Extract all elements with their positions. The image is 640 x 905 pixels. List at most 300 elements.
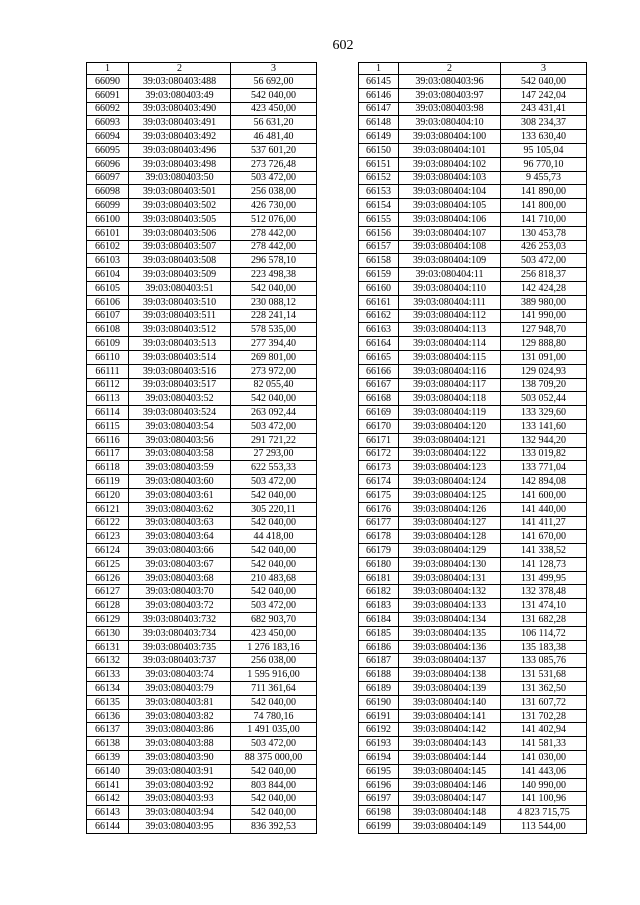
row-number-cell: 66189 bbox=[359, 682, 399, 696]
row-number-cell: 66148 bbox=[359, 116, 399, 130]
table-header-row bbox=[87, 63, 317, 75]
value-cell: 131 607,72 bbox=[501, 695, 587, 709]
cadastral-number-cell: 39:03:080404:138 bbox=[399, 668, 501, 682]
value-cell: 138 709,20 bbox=[501, 378, 587, 392]
table-row bbox=[359, 778, 587, 792]
value-cell: 133 085,76 bbox=[501, 654, 587, 668]
table-row bbox=[87, 530, 317, 544]
table-row bbox=[87, 792, 317, 806]
cadastral-number-cell: 39:03:080404:131 bbox=[399, 571, 501, 585]
row-number-cell: 66170 bbox=[359, 419, 399, 433]
cadastral-number-cell: 39:03:080403:734 bbox=[129, 626, 231, 640]
row-number-cell: 66111 bbox=[87, 364, 129, 378]
value-cell: 230 088,12 bbox=[231, 295, 317, 309]
value-cell: 95 105,04 bbox=[501, 143, 587, 157]
cadastral-number-cell: 39:03:080404:118 bbox=[399, 392, 501, 406]
table-row bbox=[87, 212, 317, 226]
value-cell: 141 800,00 bbox=[501, 199, 587, 213]
cadastral-number-cell: 39:03:080403:496 bbox=[129, 143, 231, 157]
row-number-cell: 66146 bbox=[359, 88, 399, 102]
cadastral-number-cell: 39:03:080403:507 bbox=[129, 240, 231, 254]
row-number-cell: 66106 bbox=[87, 295, 129, 309]
value-cell: 836 392,53 bbox=[231, 820, 317, 834]
cadastral-number-cell: 39:03:080404:149 bbox=[399, 820, 501, 834]
table-row bbox=[359, 571, 587, 585]
row-number-cell: 66183 bbox=[359, 599, 399, 613]
row-number-cell: 66175 bbox=[359, 488, 399, 502]
table-row bbox=[359, 461, 587, 475]
cadastral-number-cell: 39:03:080403:513 bbox=[129, 337, 231, 351]
table-row bbox=[359, 433, 587, 447]
cadastral-number-cell: 39:03:080403:732 bbox=[129, 613, 231, 627]
cadastral-number-cell: 39:03:080403:59 bbox=[129, 461, 231, 475]
row-number-cell: 66197 bbox=[359, 792, 399, 806]
cadastral-number-cell: 39:03:080403:509 bbox=[129, 268, 231, 282]
cadastral-number-cell: 39:03:080403:70 bbox=[129, 585, 231, 599]
row-number-cell: 66109 bbox=[87, 337, 129, 351]
row-number-cell: 66144 bbox=[87, 820, 129, 834]
cadastral-number-cell: 39:03:080404:104 bbox=[399, 185, 501, 199]
table-row bbox=[359, 185, 587, 199]
row-number-cell: 66103 bbox=[87, 254, 129, 268]
cadastral-number-cell: 39:03:080403:524 bbox=[129, 406, 231, 420]
cadastral-number-cell: 39:03:080403:81 bbox=[129, 695, 231, 709]
table-row bbox=[87, 571, 317, 585]
row-number-cell: 66113 bbox=[87, 392, 129, 406]
cadastral-number-cell: 39:03:080403:97 bbox=[399, 88, 501, 102]
row-number-cell: 66192 bbox=[359, 723, 399, 737]
cadastral-number-cell: 39:03:080404:146 bbox=[399, 778, 501, 792]
table-row bbox=[359, 475, 587, 489]
row-number-cell: 66199 bbox=[359, 820, 399, 834]
value-cell: 542 040,00 bbox=[231, 792, 317, 806]
table-row bbox=[359, 820, 587, 834]
table-row bbox=[87, 475, 317, 489]
cadastral-number-cell: 39:03:080404:121 bbox=[399, 433, 501, 447]
row-number-cell: 66184 bbox=[359, 613, 399, 627]
table-row bbox=[87, 433, 317, 447]
table-row bbox=[87, 585, 317, 599]
table-row bbox=[87, 268, 317, 282]
table-row bbox=[87, 695, 317, 709]
value-cell: 426 730,00 bbox=[231, 199, 317, 213]
table-row bbox=[359, 406, 587, 420]
value-cell: 133 630,40 bbox=[501, 130, 587, 144]
row-number-cell: 66143 bbox=[87, 806, 129, 820]
value-cell: 74 780,16 bbox=[231, 709, 317, 723]
cadastral-number-cell: 39:03:080403:79 bbox=[129, 682, 231, 696]
cadastral-number-cell: 39:03:080404:109 bbox=[399, 254, 501, 268]
row-number-cell: 66150 bbox=[359, 143, 399, 157]
value-cell: 133 141,60 bbox=[501, 419, 587, 433]
value-cell: 133 019,82 bbox=[501, 447, 587, 461]
table-row bbox=[359, 281, 587, 295]
value-cell: 133 329,60 bbox=[501, 406, 587, 420]
row-number-cell: 66121 bbox=[87, 502, 129, 516]
cadastral-number-cell: 39:03:080403:68 bbox=[129, 571, 231, 585]
row-number-cell: 66112 bbox=[87, 378, 129, 392]
table-row bbox=[359, 668, 587, 682]
value-cell: 278 442,00 bbox=[231, 226, 317, 240]
value-cell: 131 682,28 bbox=[501, 613, 587, 627]
cadastral-number-cell: 39:03:080404:100 bbox=[399, 130, 501, 144]
table-row bbox=[359, 171, 587, 185]
cadastral-number-cell: 39:03:080404:143 bbox=[399, 737, 501, 751]
cadastral-number-cell: 39:03:080403:72 bbox=[129, 599, 231, 613]
value-cell: 106 114,72 bbox=[501, 626, 587, 640]
cadastral-number-cell: 39:03:080404:113 bbox=[399, 323, 501, 337]
value-cell: 542 040,00 bbox=[231, 585, 317, 599]
table-row bbox=[359, 309, 587, 323]
value-cell: 503 472,00 bbox=[231, 419, 317, 433]
cadastral-number-cell: 39:03:080403:98 bbox=[399, 102, 501, 116]
value-cell: 131 362,50 bbox=[501, 682, 587, 696]
value-cell: 269 801,00 bbox=[231, 350, 317, 364]
value-cell: 141 710,00 bbox=[501, 212, 587, 226]
cadastral-number-cell: 39:03:080404:141 bbox=[399, 709, 501, 723]
table-row bbox=[87, 88, 317, 102]
cadastral-number-cell: 39:03:080403:56 bbox=[129, 433, 231, 447]
value-cell: 278 442,00 bbox=[231, 240, 317, 254]
row-number-cell: 66166 bbox=[359, 364, 399, 378]
table-row bbox=[359, 240, 587, 254]
table-row bbox=[87, 419, 317, 433]
table-row bbox=[359, 226, 587, 240]
value-cell: 711 361,64 bbox=[231, 682, 317, 696]
table-row bbox=[359, 392, 587, 406]
row-number-cell: 66196 bbox=[359, 778, 399, 792]
row-number-cell: 66167 bbox=[359, 378, 399, 392]
table-row bbox=[359, 130, 587, 144]
table-row bbox=[359, 419, 587, 433]
value-cell: 542 040,00 bbox=[231, 557, 317, 571]
value-cell: 141 338,52 bbox=[501, 544, 587, 558]
right-table-body bbox=[359, 75, 587, 834]
table-row bbox=[87, 240, 317, 254]
row-number-cell: 66193 bbox=[359, 737, 399, 751]
row-number-cell: 66168 bbox=[359, 392, 399, 406]
cadastral-number-cell: 39:03:080403:737 bbox=[129, 654, 231, 668]
table-row bbox=[87, 171, 317, 185]
value-cell: 243 431,41 bbox=[501, 102, 587, 116]
table-row bbox=[87, 406, 317, 420]
table-row bbox=[87, 626, 317, 640]
table-row bbox=[359, 295, 587, 309]
value-cell: 135 183,38 bbox=[501, 640, 587, 654]
value-cell: 147 242,04 bbox=[501, 88, 587, 102]
value-cell: 9 455,73 bbox=[501, 171, 587, 185]
table-row bbox=[359, 585, 587, 599]
cadastral-number-cell: 39:03:080404:103 bbox=[399, 171, 501, 185]
table-row bbox=[87, 295, 317, 309]
row-number-cell: 66190 bbox=[359, 695, 399, 709]
value-cell: 140 990,00 bbox=[501, 778, 587, 792]
table-row bbox=[87, 130, 317, 144]
cadastral-number-cell: 39:03:080404:137 bbox=[399, 654, 501, 668]
row-number-cell: 66142 bbox=[87, 792, 129, 806]
value-cell: 503 052,44 bbox=[501, 392, 587, 406]
value-cell: 27 293,00 bbox=[231, 447, 317, 461]
table-row bbox=[359, 323, 587, 337]
table-row bbox=[359, 599, 587, 613]
row-number-cell: 66160 bbox=[359, 281, 399, 295]
table-row bbox=[87, 392, 317, 406]
table-row bbox=[87, 364, 317, 378]
row-number-cell: 66194 bbox=[359, 751, 399, 765]
cadastral-number-cell: 39:03:080403:64 bbox=[129, 530, 231, 544]
row-number-cell: 66176 bbox=[359, 502, 399, 516]
value-cell: 82 055,40 bbox=[231, 378, 317, 392]
table-row bbox=[87, 461, 317, 475]
row-number-cell: 66178 bbox=[359, 530, 399, 544]
row-number-cell: 66122 bbox=[87, 516, 129, 530]
table-row bbox=[359, 530, 587, 544]
value-cell: 305 220,11 bbox=[231, 502, 317, 516]
table-row bbox=[359, 378, 587, 392]
value-cell: 132 378,48 bbox=[501, 585, 587, 599]
row-number-cell: 66123 bbox=[87, 530, 129, 544]
table-row bbox=[87, 682, 317, 696]
value-cell: 4 823 715,75 bbox=[501, 806, 587, 820]
cadastral-number-cell: 39:03:080403:92 bbox=[129, 778, 231, 792]
table-row bbox=[87, 199, 317, 213]
value-cell: 426 253,03 bbox=[501, 240, 587, 254]
table-row bbox=[359, 350, 587, 364]
cadastral-number-cell: 39:03:080403:66 bbox=[129, 544, 231, 558]
row-number-cell: 66151 bbox=[359, 157, 399, 171]
cadastral-number-cell: 39:03:080404:114 bbox=[399, 337, 501, 351]
cadastral-number-cell: 39:03:080404:140 bbox=[399, 695, 501, 709]
row-number-cell: 66186 bbox=[359, 640, 399, 654]
cadastral-number-cell: 39:03:080404:122 bbox=[399, 447, 501, 461]
cadastral-number-cell: 39:03:080403:95 bbox=[129, 820, 231, 834]
row-number-cell: 66163 bbox=[359, 323, 399, 337]
cadastral-number-cell: 39:03:080404:124 bbox=[399, 475, 501, 489]
cadastral-number-cell: 39:03:080404:142 bbox=[399, 723, 501, 737]
row-number-cell: 66169 bbox=[359, 406, 399, 420]
value-cell: 542 040,00 bbox=[501, 75, 587, 89]
table-row bbox=[87, 613, 317, 627]
cadastral-number-cell: 39:03:080403:51 bbox=[129, 281, 231, 295]
row-number-cell: 66126 bbox=[87, 571, 129, 585]
table-row bbox=[87, 75, 317, 89]
value-cell: 131 091,00 bbox=[501, 350, 587, 364]
cadastral-number-cell: 39:03:080404:128 bbox=[399, 530, 501, 544]
cadastral-number-cell: 39:03:080404:139 bbox=[399, 682, 501, 696]
cadastral-number-cell: 39:03:080403:74 bbox=[129, 668, 231, 682]
cadastral-number-cell: 39:03:080403:67 bbox=[129, 557, 231, 571]
table-row bbox=[359, 723, 587, 737]
row-number-cell: 66173 bbox=[359, 461, 399, 475]
cadastral-number-cell: 39:03:080403:488 bbox=[129, 75, 231, 89]
cadastral-number-cell: 39:03:080403:96 bbox=[399, 75, 501, 89]
value-cell: 308 234,37 bbox=[501, 116, 587, 130]
value-cell: 141 402,94 bbox=[501, 723, 587, 737]
value-cell: 542 040,00 bbox=[231, 488, 317, 502]
table-row bbox=[87, 143, 317, 157]
table-row bbox=[359, 516, 587, 530]
cadastral-number-cell: 39:03:080404:102 bbox=[399, 157, 501, 171]
row-number-cell: 66098 bbox=[87, 185, 129, 199]
row-number-cell: 66116 bbox=[87, 433, 129, 447]
table-row bbox=[359, 806, 587, 820]
cadastral-number-cell: 39:03:080404:135 bbox=[399, 626, 501, 640]
value-cell: 542 040,00 bbox=[231, 764, 317, 778]
row-number-cell: 66096 bbox=[87, 157, 129, 171]
table-row bbox=[359, 640, 587, 654]
cadastral-number-cell: 39:03:080403:492 bbox=[129, 130, 231, 144]
cadastral-number-cell: 39:03:080403:82 bbox=[129, 709, 231, 723]
row-number-cell: 66188 bbox=[359, 668, 399, 682]
table-row bbox=[87, 337, 317, 351]
table-row bbox=[87, 737, 317, 751]
column-header-3: 3 bbox=[501, 63, 587, 75]
row-number-cell: 66133 bbox=[87, 668, 129, 682]
table-row bbox=[87, 723, 317, 737]
value-cell: 129 024,93 bbox=[501, 364, 587, 378]
row-number-cell: 66180 bbox=[359, 557, 399, 571]
cadastral-number-cell: 39:03:080404:125 bbox=[399, 488, 501, 502]
value-cell: 129 888,80 bbox=[501, 337, 587, 351]
row-number-cell: 66154 bbox=[359, 199, 399, 213]
row-number-cell: 66185 bbox=[359, 626, 399, 640]
row-number-cell: 66140 bbox=[87, 764, 129, 778]
row-number-cell: 66119 bbox=[87, 475, 129, 489]
row-number-cell: 66191 bbox=[359, 709, 399, 723]
value-cell: 46 481,40 bbox=[231, 130, 317, 144]
cadastral-number-cell: 39:03:080403:52 bbox=[129, 392, 231, 406]
left-registry-table bbox=[86, 62, 317, 834]
row-number-cell: 66093 bbox=[87, 116, 129, 130]
cadastral-number-cell: 39:03:080403:50 bbox=[129, 171, 231, 185]
cadastral-number-cell: 39:03:080404:119 bbox=[399, 406, 501, 420]
table-row bbox=[359, 695, 587, 709]
row-number-cell: 66158 bbox=[359, 254, 399, 268]
value-cell: 131 474,10 bbox=[501, 599, 587, 613]
row-number-cell: 66181 bbox=[359, 571, 399, 585]
value-cell: 88 375 000,00 bbox=[231, 751, 317, 765]
value-cell: 141 581,33 bbox=[501, 737, 587, 751]
cadastral-number-cell: 39:03:080403:62 bbox=[129, 502, 231, 516]
column-header-2: 2 bbox=[129, 63, 231, 75]
row-number-cell: 66134 bbox=[87, 682, 129, 696]
value-cell: 141 670,00 bbox=[501, 530, 587, 544]
row-number-cell: 66139 bbox=[87, 751, 129, 765]
value-cell: 803 844,00 bbox=[231, 778, 317, 792]
table-row bbox=[87, 447, 317, 461]
cadastral-number-cell: 39:03:080403:498 bbox=[129, 157, 231, 171]
value-cell: 542 040,00 bbox=[231, 806, 317, 820]
table-row bbox=[87, 557, 317, 571]
table-row bbox=[359, 199, 587, 213]
cadastral-number-cell: 39:03:080403:511 bbox=[129, 309, 231, 323]
cadastral-number-cell: 39:03:080403:514 bbox=[129, 350, 231, 364]
row-number-cell: 66138 bbox=[87, 737, 129, 751]
row-number-cell: 66159 bbox=[359, 268, 399, 282]
table-row bbox=[359, 544, 587, 558]
cadastral-number-cell: 39:03:080404:129 bbox=[399, 544, 501, 558]
row-number-cell: 66097 bbox=[87, 171, 129, 185]
table-row bbox=[87, 820, 317, 834]
value-cell: 131 702,28 bbox=[501, 709, 587, 723]
row-number-cell: 66092 bbox=[87, 102, 129, 116]
column-header-3: 3 bbox=[231, 63, 317, 75]
cadastral-number-cell: 39:03:080404:148 bbox=[399, 806, 501, 820]
table-row bbox=[359, 364, 587, 378]
table-row bbox=[87, 116, 317, 130]
value-cell: 622 553,33 bbox=[231, 461, 317, 475]
row-number-cell: 66171 bbox=[359, 433, 399, 447]
value-cell: 131 531,68 bbox=[501, 668, 587, 682]
row-number-cell: 66174 bbox=[359, 475, 399, 489]
table-row bbox=[359, 75, 587, 89]
row-number-cell: 66130 bbox=[87, 626, 129, 640]
value-cell: 542 040,00 bbox=[231, 695, 317, 709]
row-number-cell: 66102 bbox=[87, 240, 129, 254]
value-cell: 578 535,00 bbox=[231, 323, 317, 337]
table-row bbox=[359, 102, 587, 116]
table-row bbox=[87, 226, 317, 240]
row-number-cell: 66182 bbox=[359, 585, 399, 599]
value-cell: 141 990,00 bbox=[501, 309, 587, 323]
cadastral-number-cell: 39:03:080403:61 bbox=[129, 488, 231, 502]
value-cell: 142 424,28 bbox=[501, 281, 587, 295]
table-row bbox=[87, 640, 317, 654]
cadastral-number-cell: 39:03:080404:126 bbox=[399, 502, 501, 516]
value-cell: 503 472,00 bbox=[231, 475, 317, 489]
table-row bbox=[359, 268, 587, 282]
row-number-cell: 66115 bbox=[87, 419, 129, 433]
cadastral-number-cell: 39:03:080403:58 bbox=[129, 447, 231, 461]
value-cell: 56 631,20 bbox=[231, 116, 317, 130]
cadastral-number-cell: 39:03:080404:115 bbox=[399, 350, 501, 364]
value-cell: 256 038,00 bbox=[231, 185, 317, 199]
table-row bbox=[359, 157, 587, 171]
cadastral-number-cell: 39:03:080403:505 bbox=[129, 212, 231, 226]
row-number-cell: 66165 bbox=[359, 350, 399, 364]
row-number-cell: 66149 bbox=[359, 130, 399, 144]
cadastral-number-cell: 39:03:080404:10 bbox=[399, 116, 501, 130]
cadastral-number-cell: 39:03:080404:106 bbox=[399, 212, 501, 226]
cadastral-number-cell: 39:03:080403:501 bbox=[129, 185, 231, 199]
cadastral-number-cell: 39:03:080404:108 bbox=[399, 240, 501, 254]
table-row bbox=[87, 502, 317, 516]
value-cell: 141 100,96 bbox=[501, 792, 587, 806]
value-cell: 273 972,00 bbox=[231, 364, 317, 378]
value-cell: 130 453,78 bbox=[501, 226, 587, 240]
row-number-cell: 66101 bbox=[87, 226, 129, 240]
value-cell: 256 818,37 bbox=[501, 268, 587, 282]
table-row bbox=[359, 613, 587, 627]
value-cell: 273 726,48 bbox=[231, 157, 317, 171]
table-row bbox=[359, 116, 587, 130]
value-cell: 682 903,70 bbox=[231, 613, 317, 627]
cadastral-number-cell: 39:03:080404:101 bbox=[399, 143, 501, 157]
table-header-row bbox=[359, 63, 587, 75]
row-number-cell: 66128 bbox=[87, 599, 129, 613]
table-row bbox=[87, 668, 317, 682]
cadastral-number-cell: 39:03:080404:110 bbox=[399, 281, 501, 295]
value-cell: 503 472,00 bbox=[231, 737, 317, 751]
table-row bbox=[87, 709, 317, 723]
table-row bbox=[87, 806, 317, 820]
table-row bbox=[87, 185, 317, 199]
value-cell: 291 721,22 bbox=[231, 433, 317, 447]
value-cell: 263 092,44 bbox=[231, 406, 317, 420]
value-cell: 389 980,00 bbox=[501, 295, 587, 309]
row-number-cell: 66091 bbox=[87, 88, 129, 102]
row-number-cell: 66155 bbox=[359, 212, 399, 226]
